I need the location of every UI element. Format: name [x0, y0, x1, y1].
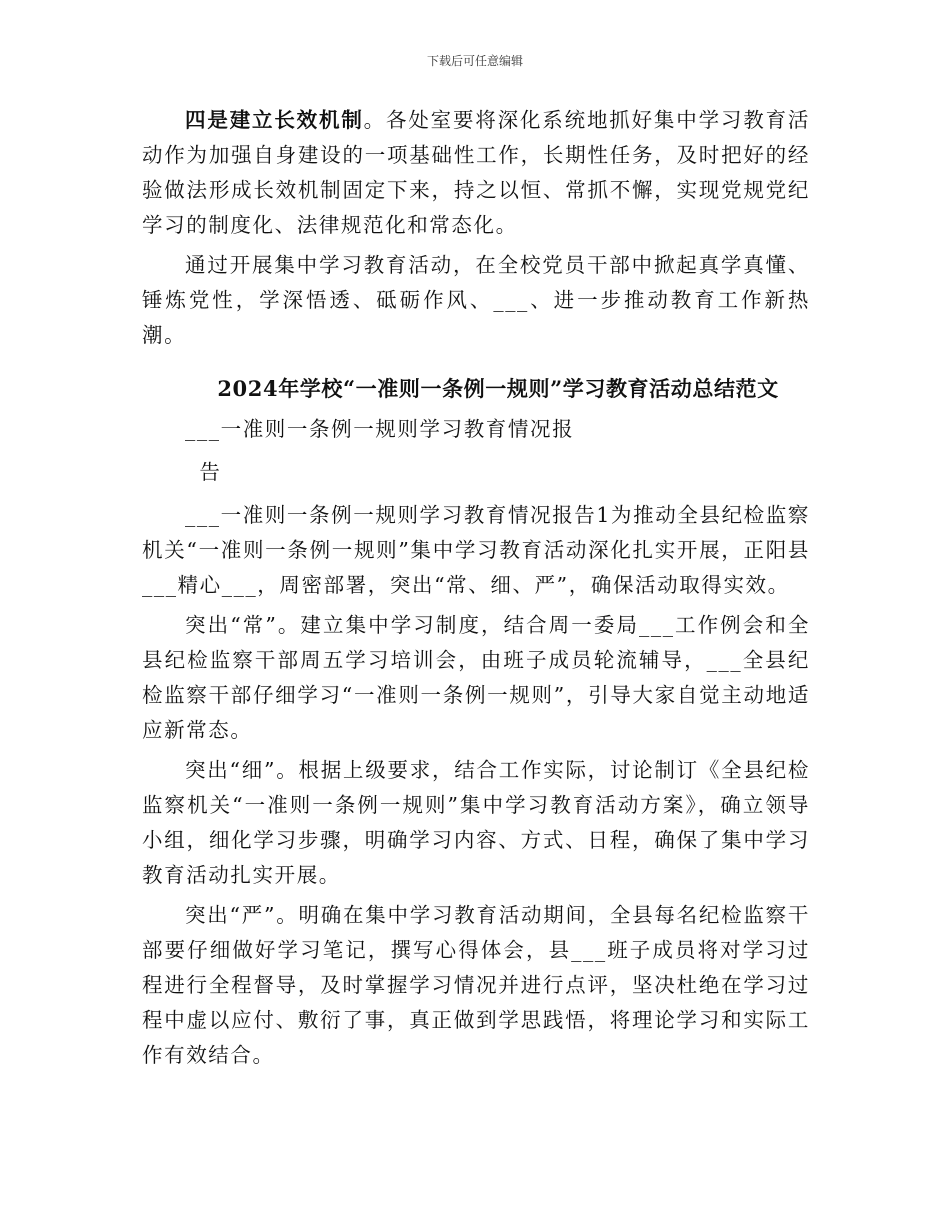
paragraph-detailed: 突出“细”。根据上级要求，结合工作实际，讨论制订《全县纪检监察机关“一准则一条例一规则”集中学习教育活动方案》，确立领导小组，细化学习步骤，明确学习内容、方式、日程，确保了集中学习教育活动扎实开展。	[142, 758, 810, 887]
paragraph-report-intro: ___一准则一条例一规则学习教育情况报告1为推动全县纪检监察机关“一准则一条例一规则”集中学习教育活动深化扎实开展，正阳县___精心___，周密部署，突出“常、细、严”，确保活动取得实效。	[142, 503, 810, 597]
paragraph-lead-bold: 四是建立长效机制	[185, 108, 364, 132]
paragraph-regular: 突出“常”。建立集中学习制度，结合周一委局___工作例会和全县纪检监察干部周五学习培训会，由班子成员轮流辅导，___全县纪检监察干部仔细学习“一准则一条例一规则”，引导大家自觉主动地适应新常态。	[142, 613, 810, 742]
document-title: 2024年学校“一准则一条例一规则”学习教育活动总结范文	[217, 376, 779, 401]
paragraph-text: 。各处室要将深化系统地抓好集中学习教育活动作为加强自身建设的一项基础性工作，长期性任务，及时把好的经验做法形成长效机制固定下来，持之以恒、常抓不懈，实现党规党纪学习的制度化、法律规范化和常态化。	[142, 108, 810, 237]
page-header-note: 下载后可任意编辑	[426, 54, 523, 68]
paragraph-conclusion: 通过开展集中学习教育活动，在全校党员干部中掀起真学真懂、锤炼党性，学深悟透、砥砺作风、___、进一步推动教育工作新热潮。	[142, 253, 810, 347]
paragraph-report-heading: ___一准则一条例一规则学习教育情况报	[185, 417, 575, 441]
paragraph-strict: 突出“严”。明确在集中学习教育活动期间，全县每名纪检监察干部要仔细做好学习笔记，撰写心得体会，县___班子成员将对学习过程进行全程督导，及时掌握学习情况并进行点评，坚决杜绝在学习过程中虚以应付、敷衍了事，真正做到学思践悟，将理论学习和实际工作有效结合。	[142, 903, 810, 1067]
paragraph-long-term-mechanism	[142, 103, 810, 243]
document-body	[142, 103, 810, 1073]
paragraph-report-heading-cont: 告	[199, 460, 222, 484]
